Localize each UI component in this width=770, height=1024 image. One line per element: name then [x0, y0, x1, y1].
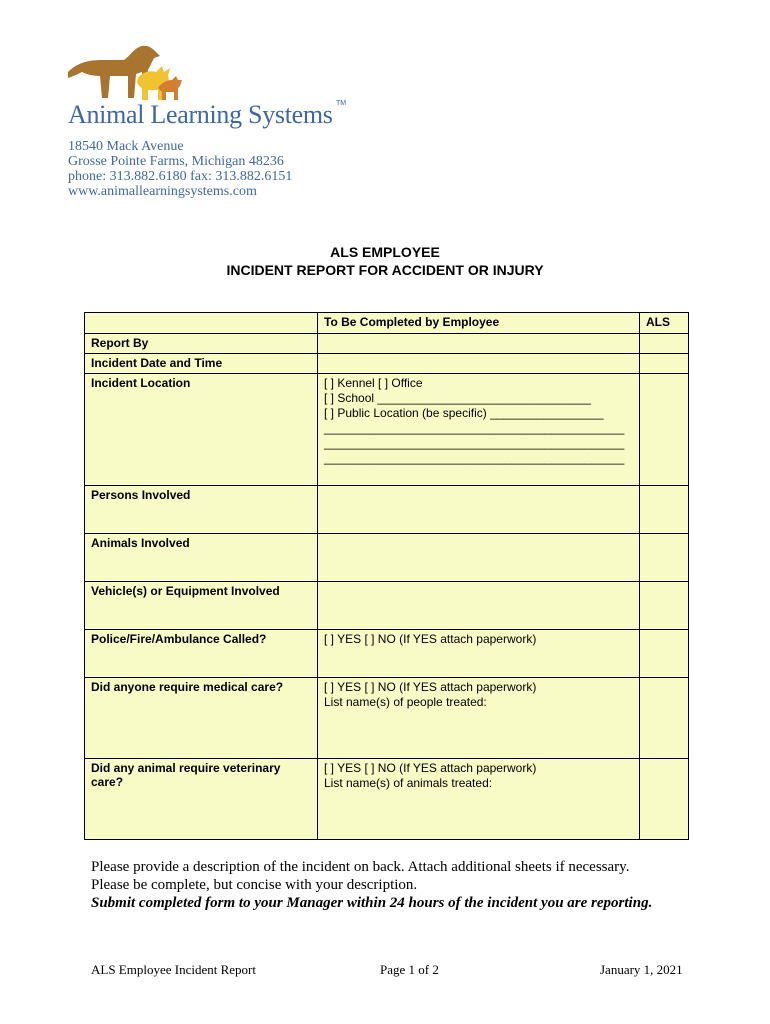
trademark: TM: [336, 100, 347, 107]
location-option-school[interactable]: [ ] School ________________________________: [324, 391, 591, 405]
location-blank-line[interactable]: _____________________________________________: [324, 451, 625, 465]
als-incident-location[interactable]: [640, 374, 689, 486]
brand-name: Animal Learning Systems: [68, 100, 333, 129]
label-incident-date: Incident Date and Time: [85, 354, 318, 374]
company-logo: [66, 42, 356, 134]
instruction-line2: Please be complete, but concise with your description.: [91, 877, 418, 893]
input-persons-involved[interactable]: [318, 486, 640, 534]
input-incident-location[interactable]: [318, 374, 640, 486]
als-vehicles-involved[interactable]: [640, 582, 689, 630]
form-title-line2: INCIDENT REPORT FOR ACCIDENT OR INJURY: [226, 262, 544, 278]
row-animals-involved: [85, 534, 689, 582]
instruction-line3: Submit completed form to your Manager within 24 hours of the incident you are reporting.: [91, 895, 653, 911]
label-veterinary-care: Did any animal require veterinary care?: [85, 759, 318, 840]
address-city: Grosse Pointe Farms, Michigan 48236: [68, 154, 284, 169]
als-medical-care[interactable]: [640, 678, 689, 759]
label-vehicles-involved: Vehicle(s) or Equipment Involved: [85, 582, 318, 630]
input-police-called[interactable]: [318, 630, 640, 678]
row-police-called: [85, 630, 689, 678]
input-veterinary-care[interactable]: [318, 759, 640, 840]
label-persons-involved: Persons Involved: [85, 486, 318, 534]
address-phone: phone: 313.882.6180 fax: 313.882.6151: [68, 169, 293, 184]
als-persons-involved[interactable]: [640, 486, 689, 534]
label-police-called: Police/Fire/Ambulance Called?: [85, 630, 318, 678]
vet-animals-treated: List name(s) of animals treated:: [324, 776, 493, 790]
address-website[interactable]: www.animallearningsystems.com: [68, 184, 257, 199]
medical-people-treated: List name(s) of people treated:: [324, 695, 487, 709]
police-yes-no-option[interactable]: [ ] YES [ ] NO (If YES attach paperwork): [324, 632, 537, 646]
footer-left: ALS Employee Incident Report: [91, 962, 256, 977]
form-title-line1: ALS EMPLOYEE: [330, 244, 440, 260]
label-medical-care: Did anyone require medical care?: [85, 678, 318, 759]
input-animals-involved[interactable]: [318, 534, 640, 582]
vet-yes-no-option[interactable]: [ ] YES [ ] NO (If YES attach paperwork): [324, 761, 537, 775]
footer-page-number: Page 1 of 2: [380, 962, 439, 977]
input-vehicles-involved[interactable]: [318, 582, 640, 630]
row-medical-care: [85, 678, 689, 759]
label-incident-location: Incident Location: [85, 374, 318, 486]
incident-form-table: [84, 312, 689, 840]
company-address: [68, 139, 292, 199]
als-veterinary-care[interactable]: [640, 759, 689, 840]
location-option-public[interactable]: [ ] Public Location (be specific) _________________: [324, 406, 604, 420]
input-medical-care[interactable]: [318, 678, 640, 759]
header-als: ALS: [640, 313, 689, 334]
location-blank-line[interactable]: _____________________________________________: [324, 421, 625, 435]
table-header-row: [85, 313, 689, 334]
als-incident-date[interactable]: [640, 354, 689, 374]
label-report-by: Report By: [85, 334, 318, 354]
als-report-by[interactable]: [640, 334, 689, 354]
input-report-by[interactable]: [318, 334, 640, 354]
animals-logo-icon: [66, 42, 186, 102]
row-veterinary-care: [85, 759, 689, 840]
row-vehicles-involved: [85, 582, 689, 630]
row-persons-involved: [85, 486, 689, 534]
row-incident-location: [85, 374, 689, 486]
medical-yes-no-option[interactable]: [ ] YES [ ] NO (If YES attach paperwork): [324, 680, 537, 694]
instructions: [91, 858, 652, 912]
label-animals-involved: Animals Involved: [85, 534, 318, 582]
location-option-kennel-office[interactable]: [ ] Kennel [ ] Office: [324, 376, 423, 390]
als-police-called[interactable]: [640, 630, 689, 678]
header-empty-cell: [85, 313, 318, 334]
location-blank-line[interactable]: _____________________________________________: [324, 436, 625, 450]
instruction-line1: Please provide a description of the incident on back. Attach additional sheets if necessary.: [91, 859, 630, 875]
footer-date: January 1, 2021: [600, 962, 683, 977]
row-incident-date: [85, 354, 689, 374]
row-report-by: [85, 334, 689, 354]
als-animals-involved[interactable]: [640, 534, 689, 582]
address-street: 18540 Mack Avenue: [68, 139, 184, 154]
header-employee: To Be Completed by Employee: [318, 313, 640, 334]
input-incident-date[interactable]: [318, 354, 640, 374]
